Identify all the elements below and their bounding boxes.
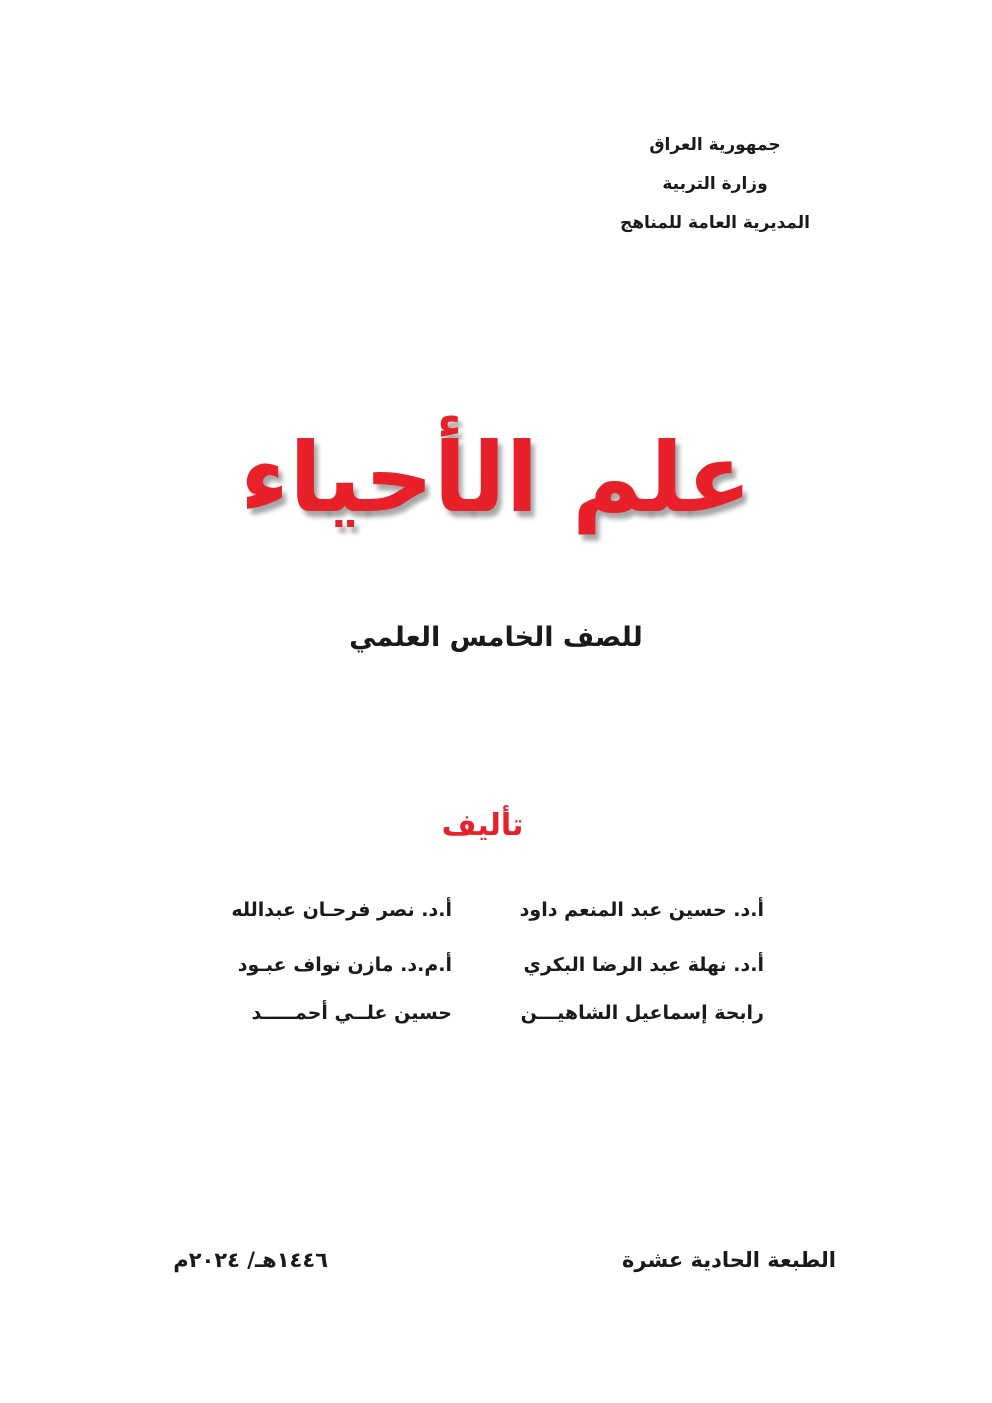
ministry-name: وزارة التربية	[662, 174, 768, 194]
author-name: رابحة إسماعيل الشاهيـــن	[520, 1002, 764, 1024]
country-name: جمهورية العراق	[649, 135, 781, 155]
author-name: أ.د. نصر فرحـان عبدالله	[231, 899, 452, 921]
author-name: أ.د. نهلة عبد الرضا البكري	[523, 954, 764, 976]
author-name: حسين علــي أحمـــــد	[251, 1002, 452, 1024]
publication-date: ١٤٤٦هـ/ ٢٠٢٤م	[173, 1248, 328, 1272]
book-title: علم الأحياء	[240, 422, 752, 534]
author-name: أ.م.د. مازن نواف عبـود	[237, 954, 452, 976]
author-name: أ.د. حسين عبد المنعم داود	[519, 899, 764, 921]
authorship-heading: تأليف	[441, 808, 524, 843]
ministry-header	[585, 126, 845, 243]
book-subtitle: للصف الخامس العلمي	[349, 622, 643, 653]
directorate-name: المديرية العامة للمناهج	[619, 213, 811, 233]
edition-label: الطبعة الحادية عشرة	[622, 1248, 836, 1272]
